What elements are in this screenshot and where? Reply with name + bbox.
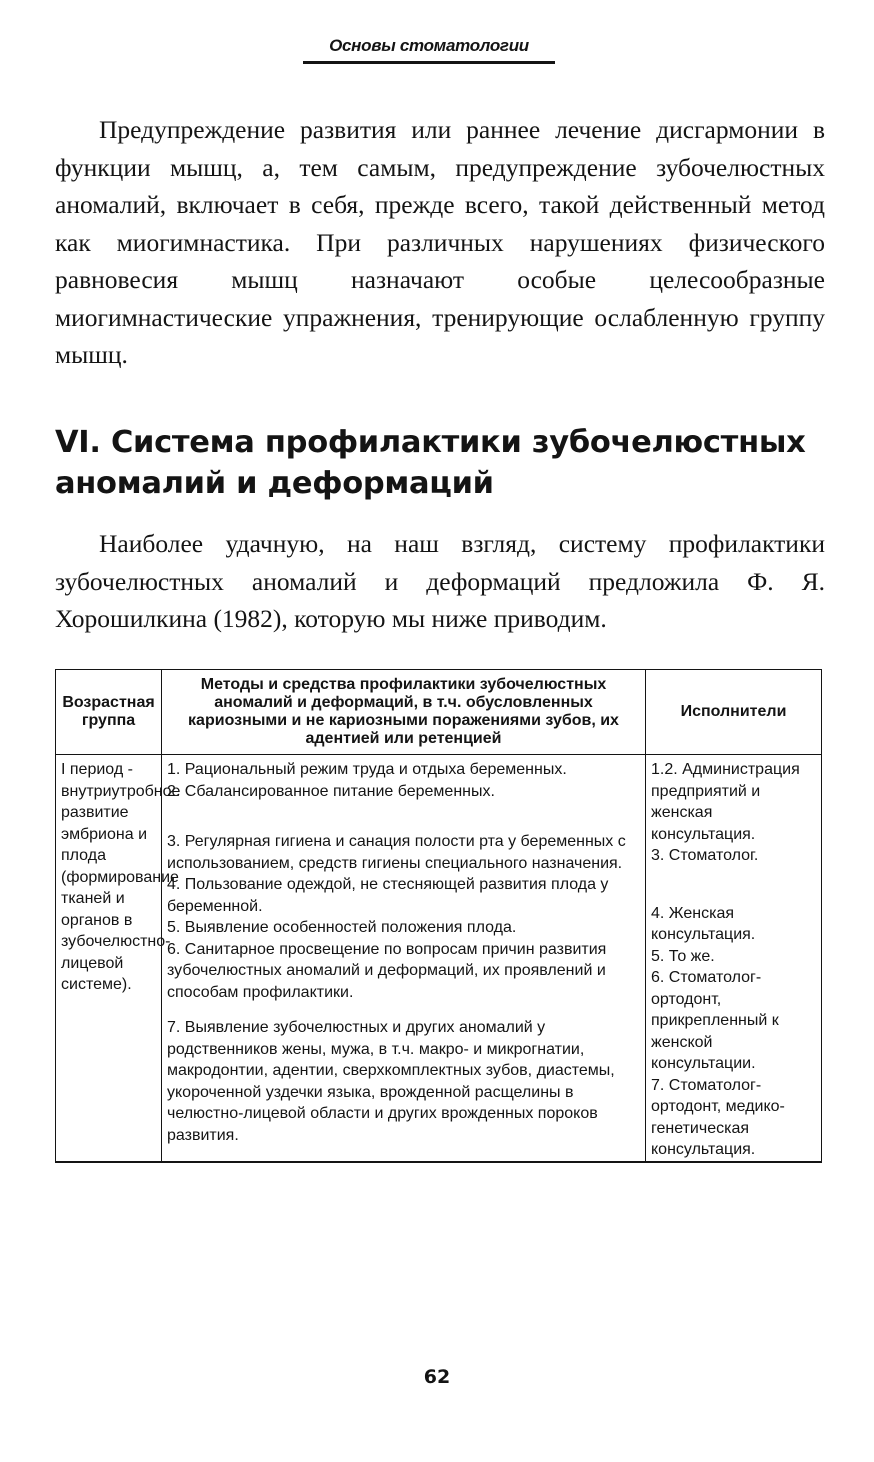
- method-item: 3. Регулярная гигиена и санация полости рта у беременных с использованием, средств гигиены специального назначения.: [167, 833, 626, 872]
- method-item: 2. Сбалансированное питание беременных.: [167, 782, 495, 800]
- executor-item: 3. Стоматолог.: [651, 847, 759, 864]
- executor-item: 7. Стоматолог-ортодонт, медико-генетическая консультация.: [651, 1076, 785, 1158]
- header-methods: Методы и средства профилактики зубочелюстных аномалий и деформаций, в т.ч. обусловленных кариозными и не кариозными поражениями зубов, их адентией или ретенцией: [162, 670, 646, 755]
- intro-paragraph: Предупреждение развития или раннее лечение дисгармонии в функции мышц, а, тем самым, предупреждение зубочелюстных аномалий, включает в себя, прежде всего, такой действенный метод как миогимнастика. При различных нарушениях физического равновесия мышц назначают особые целесообразные миогимнастические упражнения, тренирующие ослабленную группу мышц.: [55, 115, 825, 369]
- cell-age-group: I период - внутриутробное развитие эмбриона и плода (формирование тканей и органов в зубочелюстно-лицевой системе).: [56, 755, 162, 1162]
- cell-methods: [162, 755, 646, 1162]
- running-head-rule: [303, 61, 555, 64]
- method-item: 6. Санитарное просвещение по вопросам причин развития зубочелюстных аномалий и деформаций, их проявлений и способам профилактики.: [167, 940, 607, 1001]
- executor-item: 1.2. Администрация предприятий и женская консультация.: [651, 761, 800, 843]
- method-item: 5. Выявление особенностей положения плода.: [167, 919, 517, 936]
- table-header-row: [56, 670, 822, 755]
- executor-item: 5. То же.: [651, 947, 715, 965]
- page-number: 62: [423, 1366, 451, 1388]
- executor-item: 4. Женская консультация.: [651, 904, 756, 943]
- lead-paragraph: Наиболее удачную, на наш взгляд, систему профилактики зубочелюстных аномалий и деформаций предложила Ф. Я. Хорошилкина (1982), которую мы ниже приводим.: [55, 529, 825, 633]
- executor-item: 6. Стоматолог-ортодонт, прикрепленный к женской консультации.: [651, 969, 779, 1072]
- header-age-group: Возрастная группа: [56, 670, 162, 755]
- method-item: 7. Выявление зубочелюстных и других аномалий у родственников жены, мужа, в т.ч. макро- и микрогнатии, макродонтии, адентии, сверхкомплектных зубов, диастемы, укороченной уздечки языка, врожденной расщелины в челюстно-лицевой области и других врожденных пороков развития.: [167, 1019, 615, 1144]
- cell-executors: [646, 755, 822, 1162]
- section-heading: VI. Система профилактики зубочелюстных аномалий и деформаций: [55, 425, 806, 501]
- method-item: 4. Пользование одеждой, не стесняющей развития плода у беременной.: [167, 876, 609, 915]
- table-row: [56, 755, 822, 1162]
- header-executors: Исполнители: [646, 670, 822, 755]
- method-item: 1. Рациональный режим труда и отдыха беременных.: [167, 761, 567, 778]
- running-head: Основы стоматологии: [329, 36, 529, 55]
- prevention-system-table: [55, 669, 822, 1163]
